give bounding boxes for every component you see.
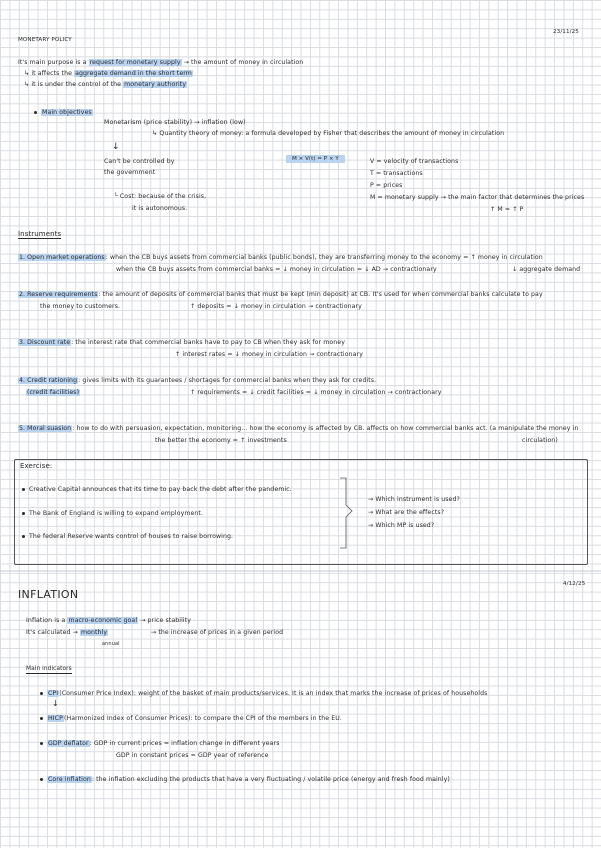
instruments-heading: Instruments (18, 230, 62, 238)
instrument-1-label: 1. Open market operations (19, 254, 105, 261)
indicator-core (40, 776, 450, 784)
control-left2: the government (104, 169, 156, 176)
instrument-4-text3: ↑ requirements = ↓ credit facilities = ↓ money in circulation → contractionary (190, 389, 442, 396)
cost-line2: it is autonomous. (132, 205, 188, 212)
indicator-hicp-text: (Harmonized Index of Consumer Prices): to compare the CPI of the members in the EU. (63, 715, 342, 722)
indicator-gdp-text: : GDP in current prices = inflation change in different years (89, 740, 280, 747)
monetarism-line: Monetarism (price stability) → inflation (low) (104, 119, 246, 126)
exercise-question-2: → What are the effects? (368, 509, 445, 516)
instrument-3-label: 3. Discount rate (19, 339, 71, 346)
down-arrow-icon: ↓ (52, 699, 59, 708)
indicator-cpi (40, 690, 487, 698)
exercise-question-1: → Which instrument is used? (368, 496, 460, 503)
inflation-line2c: → the increase of prices in a given period (151, 629, 284, 636)
instrument-4-text2-label: (credit facilities) (27, 389, 80, 396)
instrument-4-text1: : gives limits with its guarantees / shortages for commercial banks when they ask for credits. (78, 377, 377, 384)
instrument-2-text1: : the amount of deposits of commercial banks that must be kept (min deposit) at CB. It's used for when commercial banks calculate to pay (98, 291, 543, 298)
intro-line2a: ↳ it affects the (24, 70, 75, 77)
formula-var-p: P = prices (370, 182, 403, 189)
instrument-2-text3: ↑ deposits = ↓ money in circulation → contractionary (190, 303, 362, 310)
formula-result: ↑ M = ↑ P (490, 206, 524, 213)
main-objectives-label: Main objectives (42, 109, 92, 116)
intro-line1c: → the amount of money in circulation (181, 59, 304, 66)
inflation-line1b: macro-economic goal (68, 617, 138, 624)
indicator-hicp (40, 715, 342, 723)
formula-var-v: V = velocity of transactions (370, 158, 459, 165)
inflation-line2a: It's calculated → (26, 629, 80, 636)
control-left1: Can't be controlled by (104, 158, 175, 165)
inflation-line2 (26, 629, 108, 637)
inflation-line2d: annual (102, 641, 120, 647)
bullet-dot (40, 692, 43, 695)
bullet-dot (40, 778, 43, 781)
exercise-item-3-text: The federal Reserve wants control of houses to raise borrowing. (29, 533, 234, 540)
inflation-line1c: → price stability (138, 617, 192, 624)
intro-line2b: aggregate demand in the short term (75, 70, 192, 77)
instrument-1-text3: ↓ aggregate demand (512, 266, 581, 273)
instrument-5-label: 5. Moral suasion (19, 425, 72, 432)
inflation-title: INFLATION (18, 588, 79, 601)
right-brace (340, 478, 352, 548)
intro-line1a: It's main purpose is a (18, 59, 89, 66)
intro-line3a: ↳ it is under the control of the (24, 81, 124, 88)
formula-var-m: M = monetary supply → the main factor that determines the prices (370, 194, 585, 201)
instrument-3-text1: : the interest rate that commercial banks have to pay to CB when they ask for money (71, 339, 345, 346)
page1-date: 23/11/25 (553, 29, 579, 35)
indicator-gdp (40, 740, 280, 748)
exercise-question-3: → Which MP is used? (368, 522, 435, 529)
quantity-formula: M × V(t) = P × Y (286, 155, 345, 163)
intro-line3b: monetary authority (124, 81, 187, 88)
indicator-hicp-label: HICP (48, 715, 63, 722)
indicator-gdp-label: GDP deflator (48, 740, 89, 747)
inflation-line2b: monthly (80, 629, 108, 636)
instrument-1-text2: when the CB buys assets from commercial banks = ↓ money in circulation = ↓ AD → contractionary (116, 266, 437, 273)
page1-header: MONETARY POLICY (18, 37, 72, 43)
instrument-4-label: 4. Credit rationing (19, 377, 78, 384)
indicator-core-text: : the inflation excluding the products that have a very fluctuating / volatile price (energy and fresh food mainly) (91, 776, 450, 783)
down-arrow-icon: ↓ (112, 142, 120, 152)
instrument-5-text1: : how to do with persuasion, expectation, monitoring... how the economy is affected by CB. affects on how commercial banks act. (a manipulate the money in (72, 425, 579, 432)
indicator-cpi-text: (Consumer Price Index): weight of the basket of main products/services. It is an index that marks the increase of prices of households (59, 690, 488, 697)
instrument-5-text3: circulation) (522, 437, 558, 444)
inflation-line1 (26, 617, 191, 625)
formula-var-t: T = transactions (370, 170, 423, 177)
indicator-core-label: Core inflation (48, 776, 91, 783)
exercise-item-1-text: Creative Capital announces that its time to pay back the debt after the pandemic. (29, 486, 292, 493)
page2-date: 4/12/25 (563, 581, 586, 587)
indicators-heading: Main indicators (26, 666, 72, 672)
indicator-cpi-label: CPI (48, 690, 59, 697)
bullet-dot (40, 717, 43, 720)
instrument-2-label: 2. Reserve requirements (19, 291, 98, 298)
exercise-heading: Exercise: (20, 462, 53, 470)
cost-line1: └ Cost: because of the crisis, (114, 193, 207, 200)
instrument-2-text2: the money to customers. (40, 303, 121, 310)
bullet-dot (40, 742, 43, 745)
exercise-item-2-text: The Bank of England is willing to expand employment. (29, 510, 204, 517)
instrument-1-text1: : when the CB buys assets from commercial banks (public bonds), they are transferring money to the economy = ↑ money in circulation (105, 254, 543, 261)
intro-line1b: request for monetary supply (89, 59, 181, 66)
instrument-3-text2: ↑ interest rates = ↓ money in circulation → contractionary (175, 351, 363, 358)
inflation-line1a: Inflation is a (26, 617, 68, 624)
instrument-5-text2: the better the economy = ↑ investments (155, 437, 287, 444)
gdp-sub: GDP in constant prices = GDP year of reference (116, 752, 269, 759)
quantity-theory: ↳ Quantity theory of money: a formula developed by Fisher that describes the amount of money in circulation (152, 130, 505, 137)
